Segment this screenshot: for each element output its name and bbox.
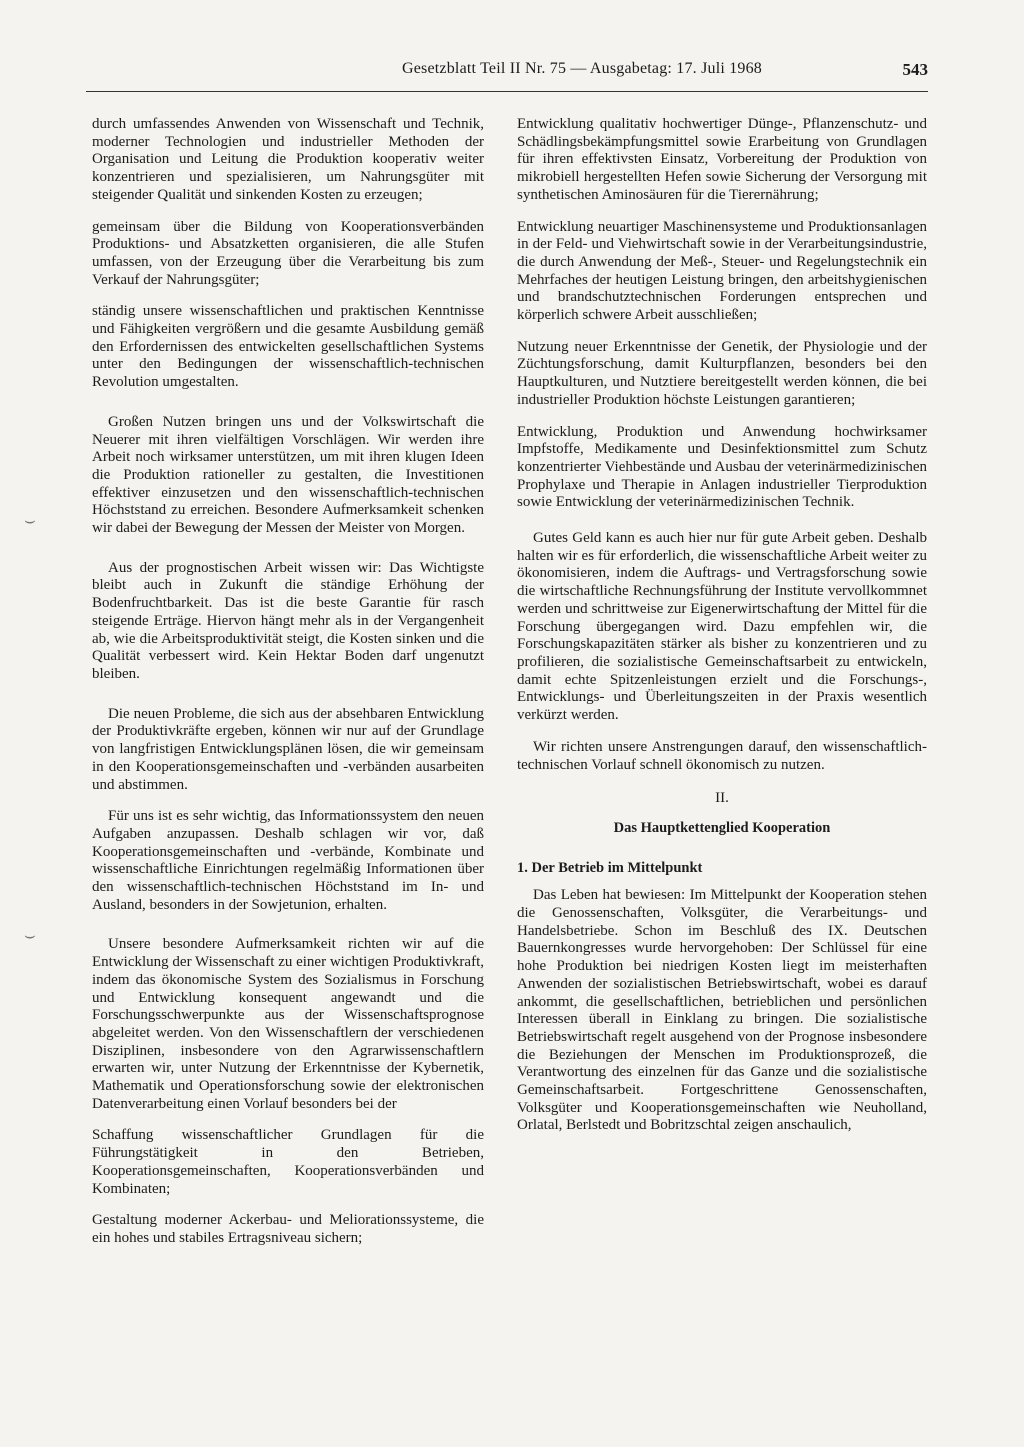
paragraph: Wir richten unsere Anstrengungen darauf, den wissenschaftlich-technischen Vorlauf schnell ökonomisch zu nutzen. — [517, 738, 927, 773]
paragraph: Nutzung neuer Erkenntnisse der Genetik, der Physiologie und der Züchtungsforschung, damit Kulturpflanzen, besonders bei den Hauptkulturen, und Nutztiere bereitgestellt werden können, die bei industrieller Produktion höchste Leistungen garantieren; — [517, 338, 927, 408]
margin-mark: ⌣ — [24, 925, 36, 945]
paragraph: Aus der prognostischen Arbeit wissen wir: Das Wichtigste bleibt auch in Zukunft die ständige Erhöhung der Bodenfruchtbarkeit. Das ist die beste Garantie für rasch steigende Erträge. Hiervon hängt mehr als in der Vergangenheit ab, wie die Arbeitsproduktivität steigt, die Kosten sinken und die Qualität verbessert wird. Kein Hektar Boden darf ungenutzt bleiben. — [92, 559, 484, 682]
paragraph: durch umfassendes Anwenden von Wissenschaft und Technik, moderner Technologien und industrieller Methoden der Organisation und Leitung die Produktion kooperativ weiter konzentrieren und spezialisieren, um Nahrungsgüter mit steigender Qualität und sinkenden Kosten zu erzeugen; — [92, 116, 484, 203]
margin-mark: ⌣ — [24, 510, 36, 530]
paragraph: Unsere besondere Aufmerksamkeit richten wir auf die Entwicklung der Wissenschaft zu einer wichtigen Produktivkraft, indem das ökonomische System des Sozialismus in Forschung und Entwicklung konsequent angewandt und die Forschungsschwerpunkte aus der Wissenschaftsprognose abgeleitet werden. Von den Wissenschaftlern der verschiedenen Disziplinen, insbesondere von den Agrarwissenschaftlern erwarten wir, unter Nutzung der Erkenntnisse der Kybernetik, Mathematik und Operationsforschung sowie der elektronischen Datenverarbeitung einen Vorlauf besonders bei der — [92, 936, 484, 1112]
paragraph: Entwicklung neuartiger Maschinensysteme und Produktionsanlagen in der Feld- und Viehwirtschaft sowie in der Verarbeitungsindustrie, die durch Anwendung der Meß-, Steuer- und Regelungstechnik ein Mehrfaches der heutigen Leistung bringen, den arbeitshygienischen und brandschutztechnischen Forderungen entsprechen und körperlich schwere Arbeit ausschließen; — [517, 218, 927, 324]
right-column — [517, 116, 927, 1149]
header-title: Gesetzblatt Teil II Nr. 75 — Ausgabetag: 17. Juli 1968 — [402, 60, 762, 77]
section-heading: Das Hauptkettenglied Kooperation — [613, 819, 831, 836]
paragraph: Entwicklung, Produktion und Anwendung hochwirksamer Impfstoffe, Medikamente und Desinfektionsmittel zum Schutz konzentrierter Viehbestände und Ausbau der veterinärmedizinischen Prophylaxe und Therapie in Anlagen industrieller Tierproduktion sowie Entwicklung der veterinärmedizinischen Technik. — [517, 423, 927, 511]
paragraph: Das Leben hat bewiesen: Im Mittelpunkt der Kooperation stehen die Genossenschaften, Volksgüter, die Verarbeitungs- und Handelsbetriebe. Schon im Beschluß des IX. Deutschen Bauernkongresses wurde hervorgehoben: Der Schlüssel für eine hohe Produktion bei niedrigen Kosten liegt im meisterhaften Anwenden der sozialistischen Betriebswirtschaft, wobei es darauf ankommt, die gesellschaftlichen, betrieblichen und persönlichen Interessen überall in Einklang zu bringen. Die sozialistische Betriebswirtschaft regelt ausgehend von der Prognose insbesondere die Beziehungen der Menschen im Produktionsprozeß, die Verantwortung des einzelnen für das Ganze und die sozialistische Gemeinschaftsarbeit. Fortgeschrittene Genossenschaften, Volksgüter und Kooperationsgemeinschaften wie Neuholland, Orlatal, Berlstedt und Bobritzschtal zeigen anschaulich, — [517, 887, 927, 1134]
subsection-heading: 1. Der Betrieb im Mittelpunkt — [517, 859, 703, 876]
page-header — [86, 60, 928, 84]
left-column — [92, 116, 484, 1262]
paragraph: ständig unsere wissenschaftlichen und praktischen Kenntnisse und Fähigkeiten vergrößern und die gesamte Ausbildung gemäß den Erfordernissen des entwickelten gesellschaftlichen Systems unter den Bedingungen der wissenschaftlich-technischen Revolution umgestalten. — [92, 303, 484, 391]
paragraph: Gutes Geld kann es auch hier nur für gute Arbeit geben. Deshalb halten wir es für erforderlich, die wissenschaftliche Arbeit weiter zu ökonomisieren, indem die Auftrags- und Vertragsforschung sowie die wirtschaftliche Rechnungsführung der Institute vervollkommnet werden und schrittweise zur Eigenerwirtschaftung der Mittel für die Forschung übergegangen wird. Dazu empfehlen wir, die Forschungskapazitäten stärker als bisher zu konzentrieren und zu profilieren, die sozialistische Gemeinschaftsarbeit zu entwickeln, damit echte Spitzenleistungen erzielt und die Forschungs-, Entwicklungs- und Überleitungszeiten in der Praxis wesentlich verkürzt werden. — [517, 530, 927, 724]
paragraph: Für uns ist es sehr wichtig, das Informationssystem den neuen Aufgaben anzupassen. Deshalb schlagen wir vor, daß Kooperationsgemeinschaften und -verbände, Kombinate und wissenschaftliche Einrichtungen regelmäßig Informationen über den wissenschaftlich-technischen Höchststand im In- und Ausland, besonders in der Sowjetunion, erhalten. — [92, 808, 484, 913]
paragraph: Die neuen Probleme, die sich aus der absehbaren Entwicklung der Produktivkräfte ergeben, können wir nur auf der Grundlage von langfristigen Entwicklungsplänen lösen, die wir gemeinsam in den Kooperationsgemeinschaften und -verbänden ausarbeiten und abstimmen. — [92, 705, 484, 793]
header-rule — [86, 91, 928, 92]
paragraph: gemeinsam über die Bildung von Kooperationsverbänden Produktions- und Absatzketten organisieren, die alle Stufen umfassen, von der Erzeugung über die Verarbeitung bis zum Verkauf der Nahrungsgüter; — [92, 218, 484, 288]
paragraph: Großen Nutzen bringen uns und der Volkswirtschaft die Neuerer mit ihren vielfältigen Vorschlägen. Wir werden ihre Arbeit noch wirksamer unterstützen, um mit ihren klugen Ideen die Produktion rationeller zu gestalten, die Investitionen effektiver einzusetzen und den wissenschaftlich-technischen Höchststand zu erreichen. Besondere Aufmerksamkeit schenken wir dabei der Bewegung der Messen der Meister von Morgen. — [92, 413, 484, 537]
paragraph: Gestaltung moderner Ackerbau- und Meliorationssysteme, die ein hohes und stabiles Ertragsniveau sichern; — [92, 1212, 484, 1246]
page-number: 543 — [902, 60, 928, 79]
section-number: II. — [715, 790, 729, 807]
paragraph: Entwicklung qualitativ hochwertiger Dünge-, Pflanzenschutz- und Schädlingsbekämpfungsmittel sowie Erarbeitung von Grundlagen für ihren effektivsten Einsatz, Vorbereitung der Produktion von mikrobiell hergestellten Hefen sowie Sicherung der Versorgung mit synthetischen Aminosäuren für die Tierernährung; — [517, 116, 927, 203]
paragraph: Schaffung wissenschaftlicher Grundlagen für die Führungstätigkeit in den Betrieben, Kooperationsgemeinschaften, Kooperationsverbänden und Kombinaten; — [92, 1127, 484, 1197]
